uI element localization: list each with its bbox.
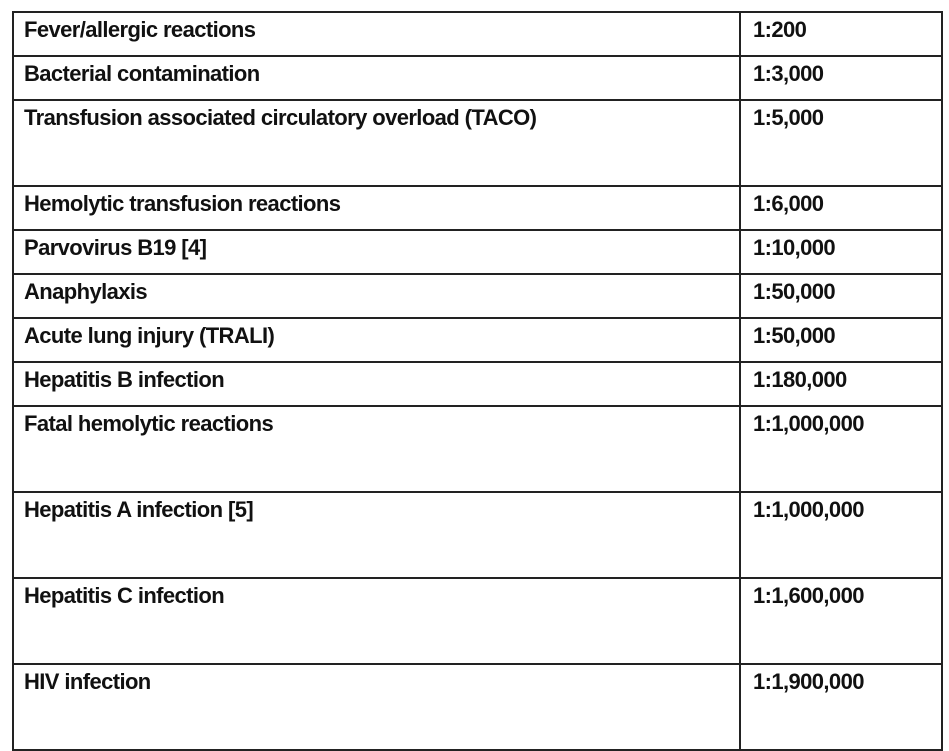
event-cell: Anaphylaxis [13,274,740,318]
risk-cell: 1:10,000 [740,230,942,274]
event-cell: HIV infection [13,664,740,750]
table-row [13,362,942,406]
table-row [13,274,942,318]
table-row [13,492,942,578]
event-cell: Hepatitis A infection [5] [13,492,740,578]
table-row [13,664,942,750]
event-cell: Acute lung injury (TRALI) [13,318,740,362]
event-cell: Bacterial contamination [13,56,740,100]
risk-cell: 1:50,000 [740,274,942,318]
event-cell: Parvovirus B19 [4] [13,230,740,274]
risk-cell: 1:1,900,000 [740,664,942,750]
table-row [13,578,942,664]
transfusion-risk-table [12,11,943,751]
risk-cell: 1:1,000,000 [740,406,942,492]
risk-cell: 1:50,000 [740,318,942,362]
event-cell: Hepatitis B infection [13,362,740,406]
risk-cell: 1:200 [740,12,942,56]
table-row [13,56,942,100]
event-cell: Fatal hemolytic reactions [13,406,740,492]
table-row [13,12,942,56]
table-row [13,186,942,230]
event-cell: Transfusion associated circulatory overload (TACO) [13,100,740,186]
event-cell: Hemolytic transfusion reactions [13,186,740,230]
table-row [13,230,942,274]
risk-cell: 1:6,000 [740,186,942,230]
event-cell: Hepatitis C infection [13,578,740,664]
event-cell: Fever/allergic reactions [13,12,740,56]
risk-cell: 1:5,000 [740,100,942,186]
risk-cell: 1:180,000 [740,362,942,406]
table-row [13,318,942,362]
table-row [13,406,942,492]
risk-cell: 1:3,000 [740,56,942,100]
table-row [13,100,942,186]
risk-table-body [13,12,942,750]
risk-cell: 1:1,000,000 [740,492,942,578]
risk-cell: 1:1,600,000 [740,578,942,664]
